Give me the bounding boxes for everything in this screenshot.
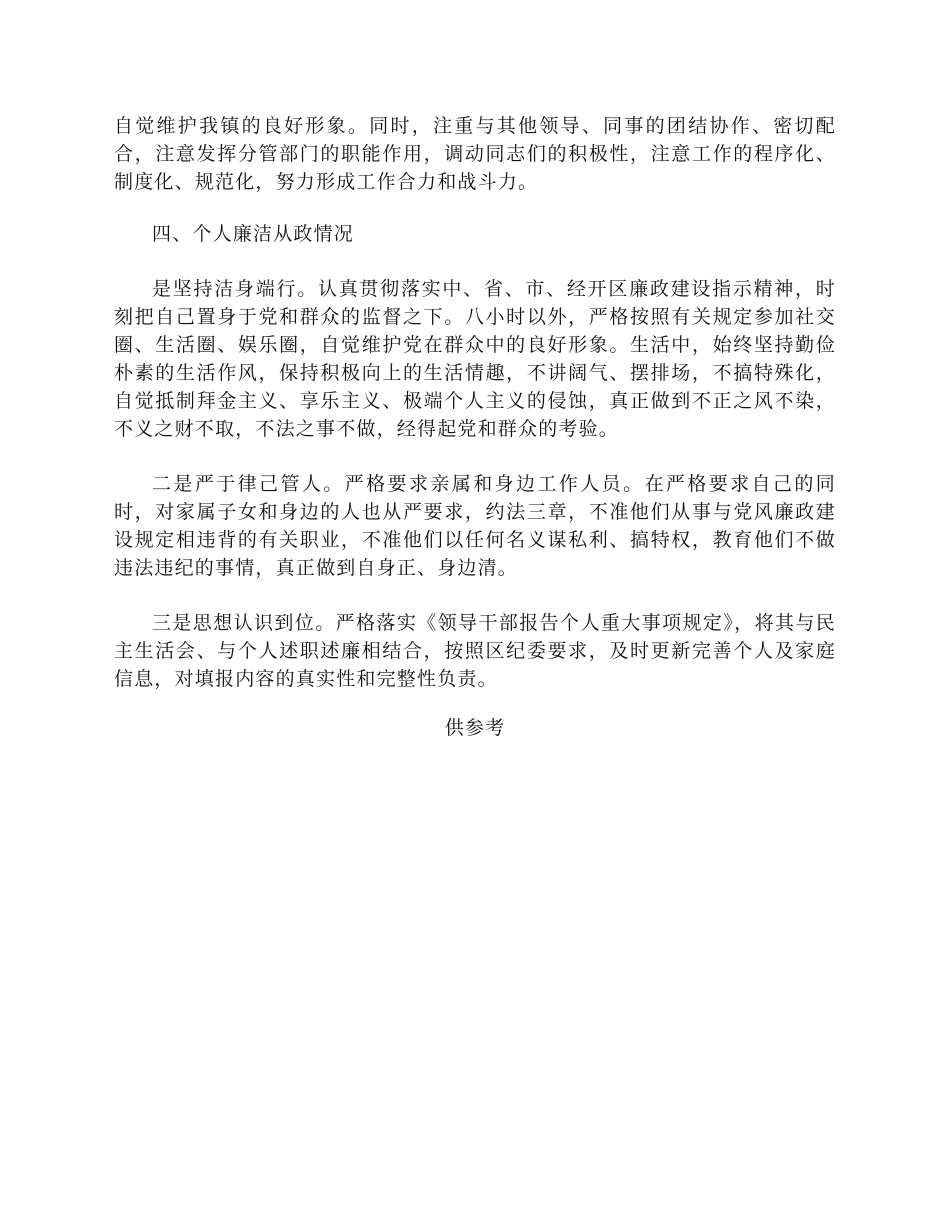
closing-note: 供参考 [444,717,506,739]
paragraph-continuation: 自觉维护我镇的良好形象。同时，注重与其他领导、同事的团结协作、密切配合，注意发挥分管部门的职能作用，调动同志们的积极性，注意工作的程序化、制度化、规范化，努力形成工作合力和战斗力。 [114,115,836,193]
paragraph-point-2: 二是严于律己管人。严格要求亲属和身边工作人员。在严格要求自己的同时，对家属子女和身边的人也从严要求，约法三章，不准他们从事与党风廉政建设规定相违背的有关职业，不准他们以任何名义谋私利、搞特权，教育他们不做违法违纪的事情，真正做到自身正、身边清。 [114,473,836,579]
paragraph-point-1: 是坚持洁身端行。认真贯彻落实中、省、市、经开区廉政建设指示精神，时刻把自己置身于党和群众的监督之下。八小时以外，严格按照有关规定参加社交圈、生活圈、娱乐圈，自觉维护党在群众中的良好形象。生活中，始终坚持勤俭朴素的生活作风，保持积极向上的生活情趣，不讲阔气、摆排场，不搞特殊化，自觉抵制拜金主义、享乐主义、极端个人主义的侵蚀，真正做到不正之风不染，不义之财不取，不法之事不做，经得起党和群众的考验。 [114,278,836,440]
paragraph-point-3: 三是思想认识到位。严格落实《领导干部报告个人重大事项规定》，将其与民主生活会、与个人述职述廉相结合，按照区纪委要求，及时更新完善个人及家庭信息，对填报内容的真实性和完整性负责。 [114,612,836,690]
document-body [114,112,836,742]
section-heading: 四、个人廉洁从政情况 [152,223,355,245]
